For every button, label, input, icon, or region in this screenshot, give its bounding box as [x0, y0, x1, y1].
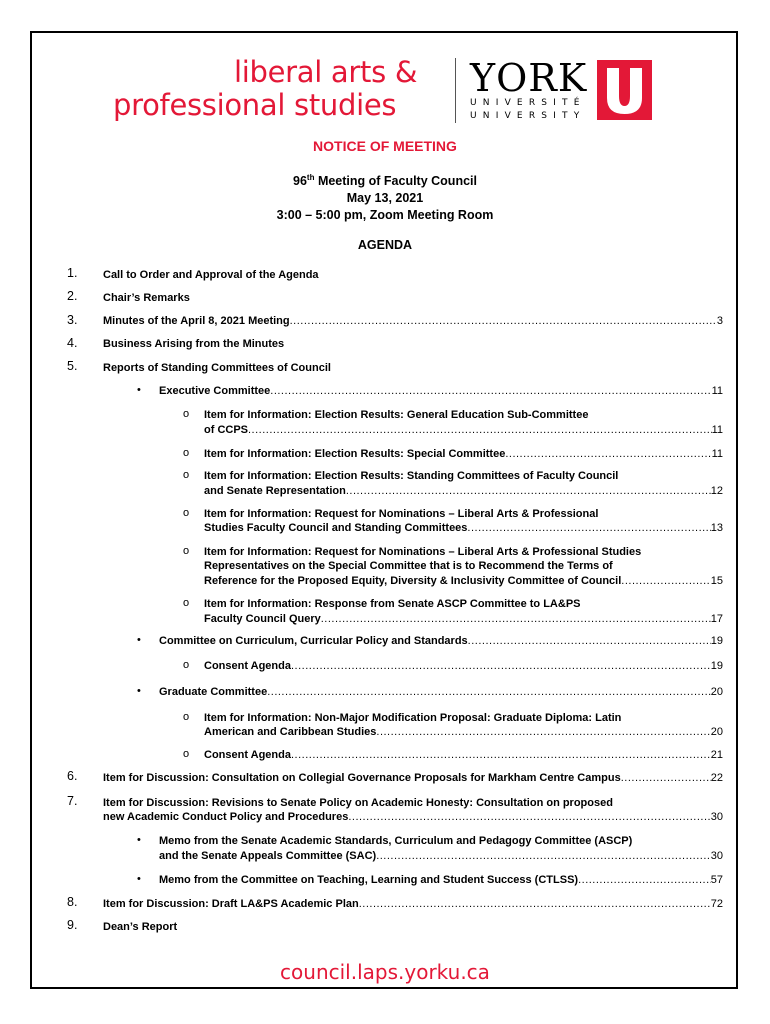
sub-bullet: o: [183, 545, 190, 557]
logo-divider: [455, 58, 456, 123]
item-number: 1.: [67, 266, 78, 280]
sub-bullet: o: [183, 711, 190, 723]
page-number: 13: [710, 522, 723, 534]
agenda-subitem-line: Memo from the Senate Academic Standards, Curriculum and Pedagogy Committee (ASCP): [159, 835, 633, 847]
page-number: 21: [710, 749, 723, 761]
item-number: 7.: [67, 794, 78, 808]
page-number: 11: [711, 424, 723, 436]
item-number: 2.: [67, 289, 78, 303]
york-sub-en: UNIVERSITY: [470, 111, 586, 121]
agenda-subitem-line: Item for Information: Non-Major Modification Proposal: Graduate Diploma: Latin: [204, 712, 622, 724]
sub-bullet: o: [183, 469, 190, 481]
sub-bullet: o: [183, 659, 190, 671]
meeting-details: [0, 173, 770, 224]
agenda-subitem-line: Item for Information: Response from Senate ASCP Committee to LA&PS: [204, 598, 581, 610]
york-logo: [470, 56, 588, 123]
agenda-item-line: Item for Discussion: Revisions to Senate Policy on Academic Honesty: Consultation on proposed: [103, 797, 613, 809]
logo-line-2: professional studies: [113, 88, 397, 122]
sub-bullet: o: [183, 408, 190, 420]
meeting-date: May 13, 2021: [346, 191, 424, 205]
logo-line-1: liberal arts &: [234, 55, 418, 89]
agenda-item: Reports of Standing Committees of Council: [103, 362, 331, 374]
agenda-subitem-line: Item for Information: Election Results: Standing Committees of Faculty Council: [204, 470, 619, 482]
item-number: 5.: [67, 359, 78, 373]
page-number: 12: [710, 485, 723, 497]
laps-logo: [113, 56, 443, 122]
york-wordmark: YORK: [470, 56, 588, 100]
bullet: •: [137, 834, 141, 846]
york-sub-fr: UNIVERSITÉ: [470, 98, 586, 108]
item-number: 6.: [67, 769, 78, 783]
bullet: •: [137, 634, 141, 646]
agenda-item: Chair’s Remarks: [103, 292, 190, 304]
page-number: 11: [711, 385, 723, 397]
page-number: 15: [710, 575, 723, 587]
agenda-subitem: and Senate Representation ..... 12: [204, 484, 723, 499]
page-number: 30: [710, 850, 723, 862]
meeting-title: 96th Meeting of Faculty Council: [293, 172, 477, 188]
agenda-subitem: Faculty Council Query ..... 17: [204, 612, 723, 627]
agenda-title: AGENDA: [357, 238, 413, 252]
york-u-icon: [597, 60, 652, 120]
agenda-subitem: Item for Information: Election Results: Special Committee ..... 11: [204, 447, 723, 462]
agenda-subitem: Committee on Curriculum, Curricular Policy and Standards ..... 19: [159, 634, 723, 649]
agenda-subitem-line: Item for Information: Request for Nominations – Liberal Arts & Professional Studies: [204, 546, 642, 558]
agenda-subitem: Consent Agenda ..... 21: [204, 748, 723, 763]
bullet: •: [137, 685, 141, 697]
page-number: 22: [710, 772, 723, 784]
page-number: 30: [710, 811, 723, 823]
agenda-item: Minutes of the April 8, 2021 Meeting ..... 3: [103, 314, 723, 329]
page-number: 20: [710, 726, 723, 738]
agenda-subitem: Graduate Committee ..... 20: [159, 685, 723, 700]
agenda-subitem: Studies Faculty Council and Standing Committees ..... 13: [204, 521, 723, 536]
bullet: •: [137, 384, 141, 396]
page-number: 19: [710, 660, 723, 672]
agenda-subitem: of CCPS ..... 11: [204, 423, 723, 438]
agenda-subitem: Executive Committee ..... 11: [159, 384, 723, 399]
sub-bullet: o: [183, 748, 190, 760]
sub-bullet: o: [183, 447, 190, 459]
sub-bullet: o: [183, 597, 190, 609]
item-number: 3.: [67, 313, 78, 327]
agenda-item: Call to Order and Approval of the Agenda: [103, 269, 319, 281]
agenda-subitem: American and Caribbean Studies ..... 20: [204, 725, 723, 740]
bullet: •: [137, 873, 141, 885]
page-number: 57: [710, 874, 723, 886]
agenda-subitem-line: Item for Information: Request for Nominations – Liberal Arts & Professional: [204, 508, 599, 520]
meeting-time: 3:00 – 5:00 pm, Zoom Meeting Room: [276, 208, 494, 222]
sub-bullet: o: [183, 507, 190, 519]
page-number: 17: [710, 613, 723, 625]
agenda-item: Business Arising from the Minutes: [103, 338, 285, 350]
agenda-item: Dean’s Report: [103, 921, 178, 933]
page-number: 3: [716, 315, 723, 327]
footer-link[interactable]: council.laps.yorku.ca: [280, 960, 490, 984]
page-number: 19: [710, 635, 723, 647]
page-number: 20: [710, 686, 723, 698]
agenda-subitem: and the Senate Appeals Committee (SAC) ..... 30: [159, 849, 723, 864]
notice-title: NOTICE OF MEETING: [313, 138, 457, 154]
agenda-item: Item for Discussion: Draft LA&PS Academic Plan ..... 72: [103, 897, 723, 912]
page-number: 72: [710, 898, 723, 910]
item-number: 8.: [67, 895, 78, 909]
agenda-subitem-line: Item for Information: Election Results: General Education Sub-Committee: [204, 409, 589, 421]
page-number: 11: [711, 448, 723, 460]
agenda-item: new Academic Conduct Policy and Procedures ..... 30: [103, 810, 723, 825]
agenda-subitem-line: Representatives on the Special Committee that is to Recommend the Terms of: [204, 560, 613, 572]
agenda-item: Item for Discussion: Consultation on Collegial Governance Proposals for Markham Centre Campus ..... 22: [103, 771, 723, 786]
item-number: 4.: [67, 336, 78, 350]
agenda-subitem: Reference for the Proposed Equity, Diversity & Inclusivity Committee of Council ..... 15: [204, 574, 723, 589]
item-number: 9.: [67, 918, 78, 932]
agenda-subitem: Consent Agenda ..... 19: [204, 659, 723, 674]
agenda-subitem: Memo from the Committee on Teaching, Learning and Student Success (CTLSS) ..... 57: [159, 873, 723, 888]
